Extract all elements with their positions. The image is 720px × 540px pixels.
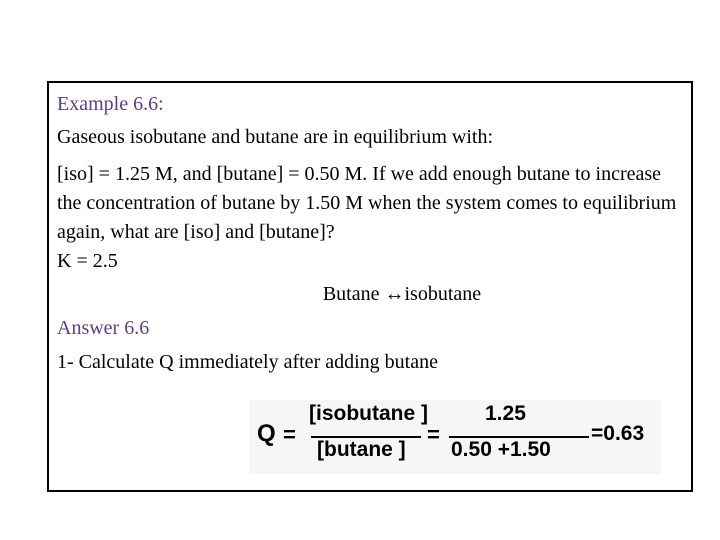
- reaction-equation: Butane ↔isobutane: [322, 283, 482, 305]
- slide-content-box: [47, 81, 693, 492]
- reaction-line: [49, 282, 695, 306]
- equals-sign-2: =: [427, 422, 440, 447]
- denominator-value: 0.50 +1.50: [451, 438, 551, 461]
- step-one-text: 1- Calculate Q immediately after adding butane: [57, 351, 438, 373]
- denominator-butane: [butane ]: [317, 438, 406, 461]
- numerator-value: 1.25: [485, 402, 526, 425]
- q-symbol: Q: [257, 420, 276, 447]
- problem-statement: [iso] = 1.25 M, and [butane] = 0.50 M. If we add enough butane to increase the concentration of butane by 1.50 M when the system comes to equilibrium again, what are [iso] and [butane]?: [57, 163, 677, 243]
- q-formula-image: [249, 400, 661, 474]
- equals-sign: =: [283, 422, 296, 447]
- answer-title: Answer 6.6: [57, 317, 150, 339]
- k-value: K = 2.5: [57, 250, 118, 272]
- intro-text: Gaseous isobutane and butane are in equilibrium with:: [57, 126, 494, 148]
- problem-text: [57, 160, 689, 276]
- numerator-isobutane: [isobutane ]: [309, 402, 428, 425]
- example-title: Example 6.6:: [57, 93, 164, 115]
- q-result: =0.63: [591, 422, 645, 445]
